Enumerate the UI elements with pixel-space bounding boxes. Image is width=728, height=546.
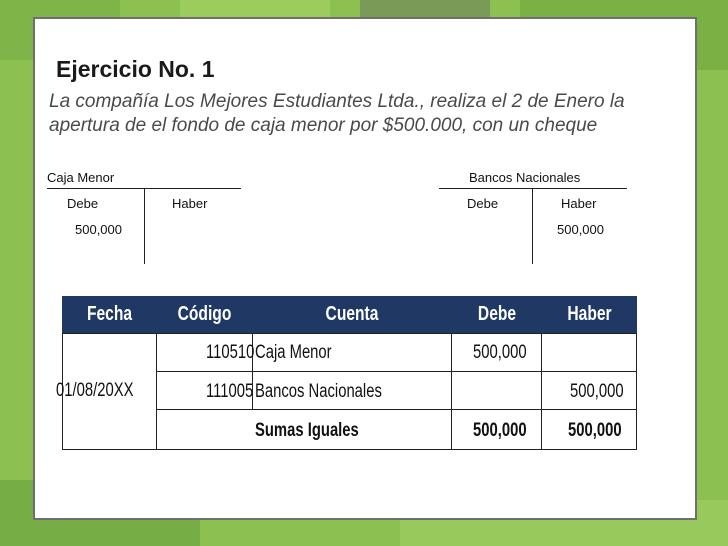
table-border — [636, 333, 637, 449]
row-haber: 500,000 — [570, 381, 624, 402]
slide-body-text: La compañía Los Mejores Estudiantes Ltda., realiza el 2 de Enero la apertura de el fondo de caja menor por $500.000, con un cheque — [49, 91, 625, 136]
t-account-haber-value: 500,000 — [557, 222, 604, 237]
column-line — [541, 333, 542, 449]
table-border — [62, 333, 637, 334]
row-account: Caja Menor — [255, 342, 332, 363]
header-fecha: Fecha — [86, 303, 133, 325]
row-code: 110510 — [206, 342, 255, 363]
entry-date: 01/08/20XX — [56, 380, 134, 401]
table-border — [62, 449, 637, 450]
header-haber: Haber — [567, 303, 612, 325]
t-account-line — [439, 188, 627, 189]
totals-haber: 500,000 — [568, 420, 622, 441]
row-line — [156, 371, 637, 372]
slide — [33, 17, 697, 520]
header-cuenta: Cuenta — [325, 303, 379, 325]
t-account-divider — [532, 188, 533, 264]
row-debe: 500,000 — [473, 342, 527, 363]
t-account-haber-label: Haber — [172, 196, 208, 211]
header-debe: Debe — [477, 303, 517, 325]
journal-header-row — [62, 296, 637, 333]
t-account-name: Bancos Nacionales — [469, 170, 581, 185]
column-line — [451, 333, 452, 449]
t-account-debe-label: Debe — [467, 196, 499, 211]
slide-title: Ejercicio No. 1 — [56, 56, 215, 82]
t-account-divider — [144, 188, 145, 264]
t-account-debe-value: 500,000 — [75, 222, 122, 237]
row-account: Bancos Nacionales — [255, 381, 382, 402]
t-account-haber-label: Haber — [561, 196, 597, 211]
totals-label: Sumas Iguales — [255, 420, 359, 441]
t-account-debe-label: Debe — [67, 196, 99, 211]
row-line — [156, 409, 637, 410]
row-code: 111005 — [206, 381, 254, 402]
column-line — [156, 333, 157, 449]
totals-debe: 500,000 — [473, 420, 527, 441]
t-account-name: Caja Menor — [47, 170, 115, 185]
header-codigo: Código — [177, 303, 232, 325]
